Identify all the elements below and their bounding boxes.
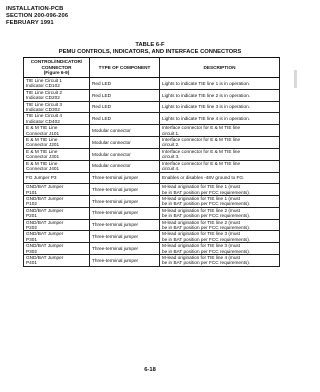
col-header-control-line2: CONNECTOR: [41, 64, 72, 70]
cell-description-line1: Interface connector for E & M TIE line: [162, 137, 241, 143]
cell-description-line1: M-lead origination for TIE line 1 (must: [162, 195, 241, 201]
cell-description-line1: M-lead origination for TIE line 1 (must: [162, 184, 241, 190]
cell-description-line2: circuit 4.: [162, 166, 180, 172]
table-row: [24, 207, 280, 219]
table-row: [24, 184, 280, 196]
cell-control: [24, 89, 90, 101]
cell-type: Red LED: [90, 78, 160, 90]
table-row: [24, 254, 280, 266]
cell-description: [160, 113, 280, 125]
cell-control-line2: P302: [26, 248, 37, 254]
cell-control-line1: GND/BAT Jumper: [26, 243, 64, 249]
header-section: SECTION 200-096-206: [6, 13, 69, 19]
cell-control-line1: E & M TIE Line: [26, 137, 58, 143]
cell-description: [160, 137, 280, 149]
cell-control: [24, 195, 90, 207]
cell-control-line2: P101: [26, 189, 37, 195]
cell-description-line1: Interface connector for E & M TIE line: [162, 160, 241, 166]
cell-type: Modular connector: [90, 137, 160, 149]
cell-control-line1: GND/BAT Jumper: [26, 184, 64, 190]
cell-description: [160, 89, 280, 101]
cell-control-line2: P201: [26, 213, 37, 219]
col-header-control-line1: CONTROL/INDICATOR/: [30, 59, 83, 65]
components-table: [23, 57, 280, 267]
cell-description-line1: M-lead origination for TIE line 2 (must: [162, 207, 241, 213]
cell-control-line2: Connector J101: [26, 130, 60, 136]
cell-control: [24, 101, 90, 113]
cell-type: Red LED: [90, 113, 160, 125]
cell-description-line1: M-lead origination for TIE line 3 (must: [162, 243, 241, 249]
cell-control: [24, 231, 90, 243]
cell-description-line2: be in BAT position per FCC requirements).: [162, 224, 251, 230]
table-row: [24, 101, 280, 113]
cell-control: [24, 113, 90, 125]
cell-control-line1: TIE Line Circuit 3: [26, 101, 62, 107]
cell-description-line1: Lights to indicate TIE line 1 is in operation.: [162, 80, 250, 86]
cell-description-line1: Lights to indicate TIE line 4 is in operation.: [162, 116, 250, 122]
cell-control: [24, 137, 90, 149]
cell-control-line1: TIE Line Circuit 1: [26, 78, 62, 83]
cell-description-line2: be in BAT position per FCC requirements).: [162, 236, 251, 242]
cell-control-line1: GND/BAT Jumper: [26, 195, 64, 201]
cell-description: [160, 148, 280, 160]
table-row: [24, 160, 280, 172]
col-header-description: DESCRIPTION: [160, 58, 280, 78]
cell-description-line1: Interface connector for E & M TIE line: [162, 148, 241, 154]
cell-type: Red LED: [90, 101, 160, 113]
cell-type: Three-terminal jumper: [90, 207, 160, 219]
cell-control-line2: Indicator CD302: [26, 107, 60, 113]
table-row: [24, 231, 280, 243]
cell-description-line1: Enables or disables -48V ground to FG.: [162, 175, 245, 181]
cell-type: Modular connector: [90, 148, 160, 160]
cell-control: [24, 148, 90, 160]
cell-control-line2: Indicator CD402: [26, 118, 60, 124]
cell-control-line1: GND/BAT Jumper: [26, 219, 64, 225]
cell-type: Three-terminal jumper: [90, 219, 160, 231]
cell-description-line1: M-lead origination for TIE line 3 (must: [162, 231, 241, 237]
cell-description: [160, 101, 280, 113]
cell-control-line2: P401: [26, 260, 37, 266]
cell-description: [160, 184, 280, 196]
table-title: PEMU CONTROLS, INDICATORS, AND INTERFACE CONNECTORS: [58, 49, 242, 55]
cell-description-line2: be in BAT position per FCC requirements).: [162, 189, 251, 195]
cell-control-line1: TIE Line Circuit 4: [26, 113, 62, 119]
table-row: [24, 172, 280, 184]
cell-description: [160, 219, 280, 231]
cell-control-line2: Indicator CD202: [26, 95, 60, 101]
cell-type: Three-terminal jumper: [90, 231, 160, 243]
cell-description: [160, 78, 280, 90]
table-row: [24, 137, 280, 149]
cell-description: [160, 160, 280, 172]
cell-control-line2: P102: [26, 201, 37, 207]
cell-control: [24, 125, 90, 137]
cell-description: [160, 172, 280, 184]
cell-control-line2: Connector J301: [26, 154, 60, 160]
cell-control: [24, 207, 90, 219]
cell-type: Red LED: [90, 89, 160, 101]
page-number: 6-18: [144, 367, 156, 373]
cell-description-line1: Lights to indicate TIE line 2 is in operation.: [162, 92, 250, 98]
col-header-type: TYPE OF COMPONENT: [90, 58, 160, 78]
cell-type: Three-terminal jumper: [90, 172, 160, 184]
cell-type: Three-terminal jumper: [90, 243, 160, 255]
cell-description-line2: circuit 1.: [162, 130, 180, 136]
table-row: [24, 148, 280, 160]
table-number: TABLE 6-F: [135, 42, 165, 48]
cell-control-line1: GND/BAT Jumper: [26, 231, 64, 237]
cell-control-line1: E & M TIE Line: [26, 125, 58, 131]
cell-type: Three-terminal jumper: [90, 184, 160, 196]
cell-description-line1: M-lead origination for TIE line 4 (must: [162, 254, 241, 260]
table-row: [24, 78, 280, 90]
cell-control-line1: GND/BAT Jumper: [26, 207, 64, 213]
cell-description-line2: circuit 3.: [162, 154, 180, 160]
cell-control-line2: P202: [26, 224, 37, 230]
cell-type: Modular connector: [90, 125, 160, 137]
table-row: [24, 243, 280, 255]
cell-control-line2: Indicator CD102: [26, 83, 60, 89]
table-header-row: [24, 58, 280, 78]
header-title: INSTALLATION-PCB: [6, 6, 64, 12]
cell-control-line1: E & M TIE Line: [26, 160, 58, 166]
cell-description-line2: be in BAT position per FCC requirements).: [162, 260, 251, 266]
cell-control: [24, 184, 90, 196]
table-row: [24, 219, 280, 231]
cell-description-line2: be in BAT position per FCC requirements).: [162, 248, 251, 254]
document-header: [6, 6, 68, 27]
cell-description: [160, 125, 280, 137]
cell-control: [24, 243, 90, 255]
cell-control: [24, 78, 90, 90]
cell-type: Modular connector: [90, 160, 160, 172]
cell-control-line1: GND/BAT Jumper: [26, 254, 64, 260]
cell-control-line2: Connector J201: [26, 142, 60, 148]
cell-control: [24, 160, 90, 172]
cell-control-line1: FG Jumper P3: [26, 175, 57, 181]
cell-description: [160, 231, 280, 243]
cell-description-line1: M-lead origination for TIE line 2 (must: [162, 219, 241, 225]
cell-control: [24, 219, 90, 231]
cell-description: [160, 254, 280, 266]
cell-control-line1: E & M TIE Line: [26, 148, 58, 154]
cell-control: [24, 172, 90, 184]
cell-description-line2: be in BAT position per FCC requirements).: [162, 201, 251, 207]
table-row: [24, 125, 280, 137]
cell-description-line2: circuit 2.: [162, 142, 180, 148]
scan-mark: [294, 70, 297, 88]
cell-control-line2: Connector J401: [26, 166, 60, 172]
cell-description: [160, 207, 280, 219]
cell-control-line2: P301: [26, 236, 37, 242]
cell-description: [160, 243, 280, 255]
cell-control: [24, 254, 90, 266]
col-header-control-line3: (Figure 6-9): [43, 70, 70, 76]
table-row: [24, 195, 280, 207]
header-date: FEBRUARY 1991: [6, 20, 54, 26]
cell-control-line1: TIE Line Circuit 2: [26, 89, 62, 95]
cell-type: Three-terminal jumper: [90, 254, 160, 266]
cell-description-line1: Lights to indicate TIE line 3 is in operation.: [162, 104, 250, 110]
cell-description-line1: Interface connector for E & M TIE line: [162, 125, 241, 131]
cell-type: Three-terminal jumper: [90, 195, 160, 207]
cell-description-line2: be in BAT position per FCC requirements).: [162, 213, 251, 219]
table-row: [24, 89, 280, 101]
cell-description: [160, 195, 280, 207]
table-row: [24, 113, 280, 125]
col-header-control: [24, 58, 90, 78]
table-body: [24, 78, 280, 267]
